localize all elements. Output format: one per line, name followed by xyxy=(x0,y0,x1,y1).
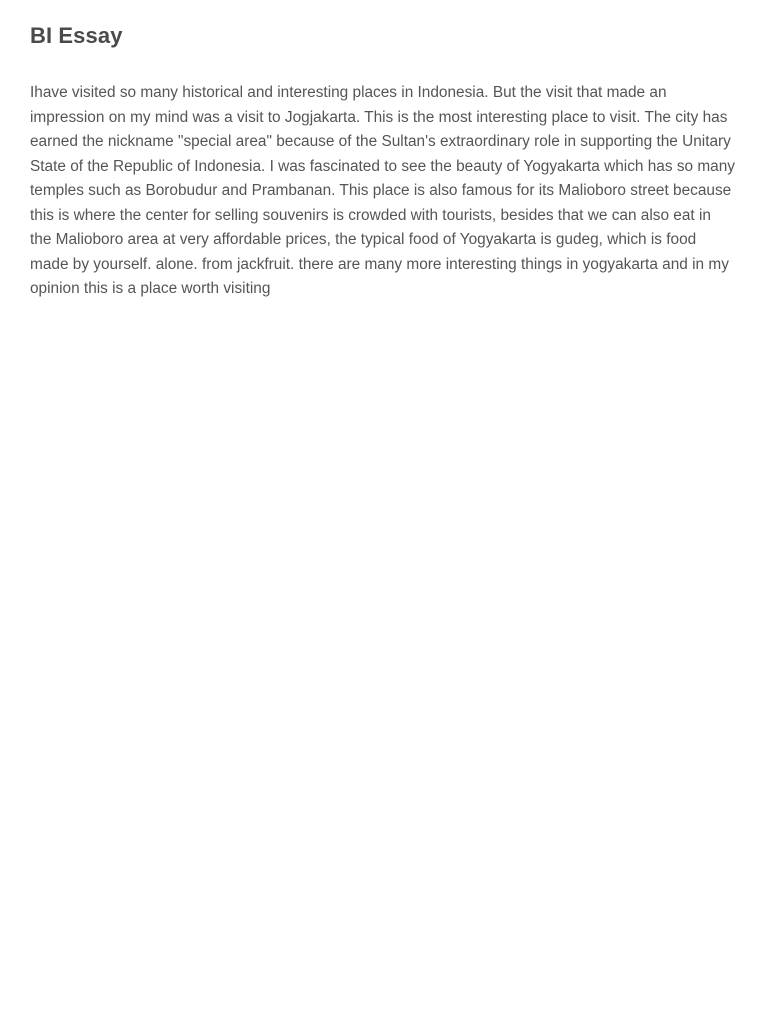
document-title: BI Essay xyxy=(30,23,123,48)
document-body-text: Ihave visited so many historical and interesting places in Indonesia. But the visit that made an impression on my mind was a visit to Jogjakarta. This is the most interesting place to visit. The city has earned the nickname "special area" because of the Sultan's extraordinary role in supporting the Unitary State of the Republic of Indonesia. I was fascinated to see the beauty of Yogyakarta which has so many temples such as Borobudur and Prambanan. This place is also famous for its Malioboro street because this is where the center for selling souvenirs is crowded with tourists, besides that we can also eat in the Malioboro area at very affordable prices, the typical food of Yogyakarta is gudeg, which is food made by yourself. alone. from jackfruit. there are many more interesting things in yogyakarta and in my opinion this is a place worth visiting xyxy=(30,84,735,297)
